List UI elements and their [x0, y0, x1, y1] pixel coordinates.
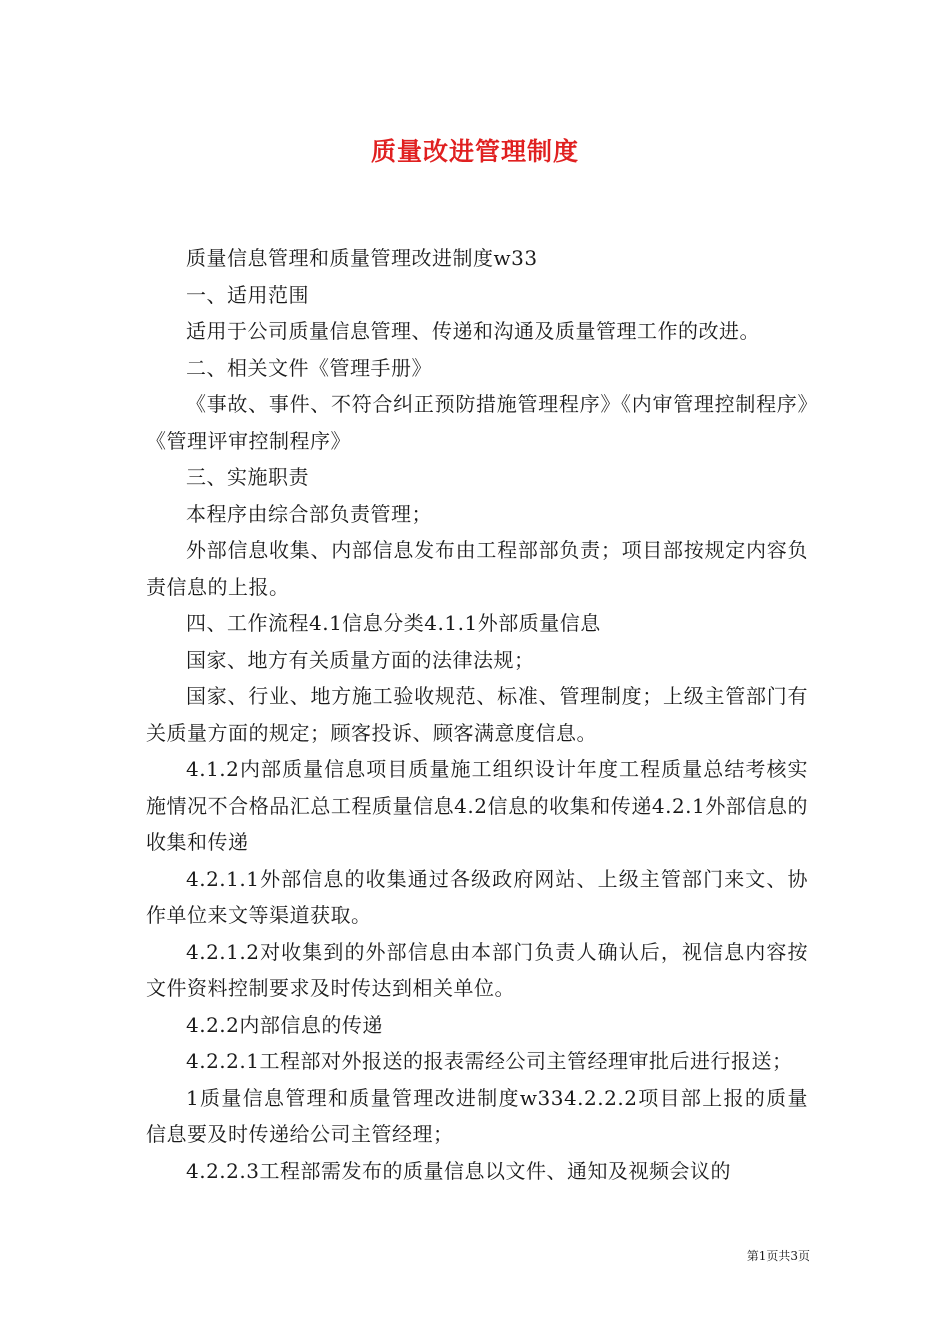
- paragraph: 4.2.2.3工程部需发布的质量信息以文件、通知及视频会议的: [186, 1158, 731, 1183]
- page-title: 质量改进管理制度: [370, 137, 579, 166]
- paragraph: 4.2.1.2对收集到的外部信息由本部门负责人确认后，视信息内容按文件资料控制要求及时传达到相关单位。: [146, 939, 808, 1000]
- page-number-footer: 第1页共3页: [746, 1249, 810, 1263]
- document-body: [146, 240, 808, 1189]
- paragraph: 外部信息收集、内部信息发布由工程部部负责；项目部按规定内容负责信息的上报。: [146, 538, 808, 599]
- paragraph: 国家、地方有关质量方面的法律法规；: [186, 647, 535, 672]
- section-heading: 三、实施职责: [186, 465, 309, 489]
- section-heading: 四、工作流程4.1信息分类4.1.1外部质量信息: [186, 611, 601, 635]
- paragraph: 《事故、事件、不符合纠正预防措施管理程序》《内审管理控制程序》《管理评审控制程序》: [146, 392, 808, 453]
- paragraph: 国家、行业、地方施工验收规范、标准、管理制度；上级主管部门有关质量方面的规定；顾客投诉、顾客满意度信息。: [146, 684, 808, 745]
- section-heading: 二、相关文件《管理手册》: [186, 355, 432, 380]
- paragraph: 本程序由综合部负责管理；: [186, 501, 432, 526]
- paragraph: 4.2.1.1外部信息的收集通过各级政府网站、上级主管部门来文、协作单位来文等渠道获取。: [146, 866, 808, 927]
- paragraph: 1质量信息管理和质量管理改进制度w334.2.2.2项目部上报的质量信息要及时传递给公司主管经理；: [146, 1085, 808, 1146]
- paragraph: 4.2.2内部信息的传递: [186, 1012, 383, 1037]
- paragraph: 4.1.2内部质量信息项目质量施工组织设计年度工程质量总结考核实施情况不合格品汇总工程质量信息4.2信息的收集和传递4.2.1外部信息的收集和传递: [146, 757, 808, 854]
- paragraph: 质量信息管理和质量管理改进制度w33: [186, 246, 538, 270]
- paragraph: 适用于公司质量信息管理、传递和沟通及质量管理工作的改进。: [186, 319, 760, 343]
- paragraph: 4.2.2.1工程部对外报送的报表需经公司主管经理审批后进行报送；: [186, 1049, 793, 1073]
- section-heading: 一、适用范围: [186, 282, 309, 307]
